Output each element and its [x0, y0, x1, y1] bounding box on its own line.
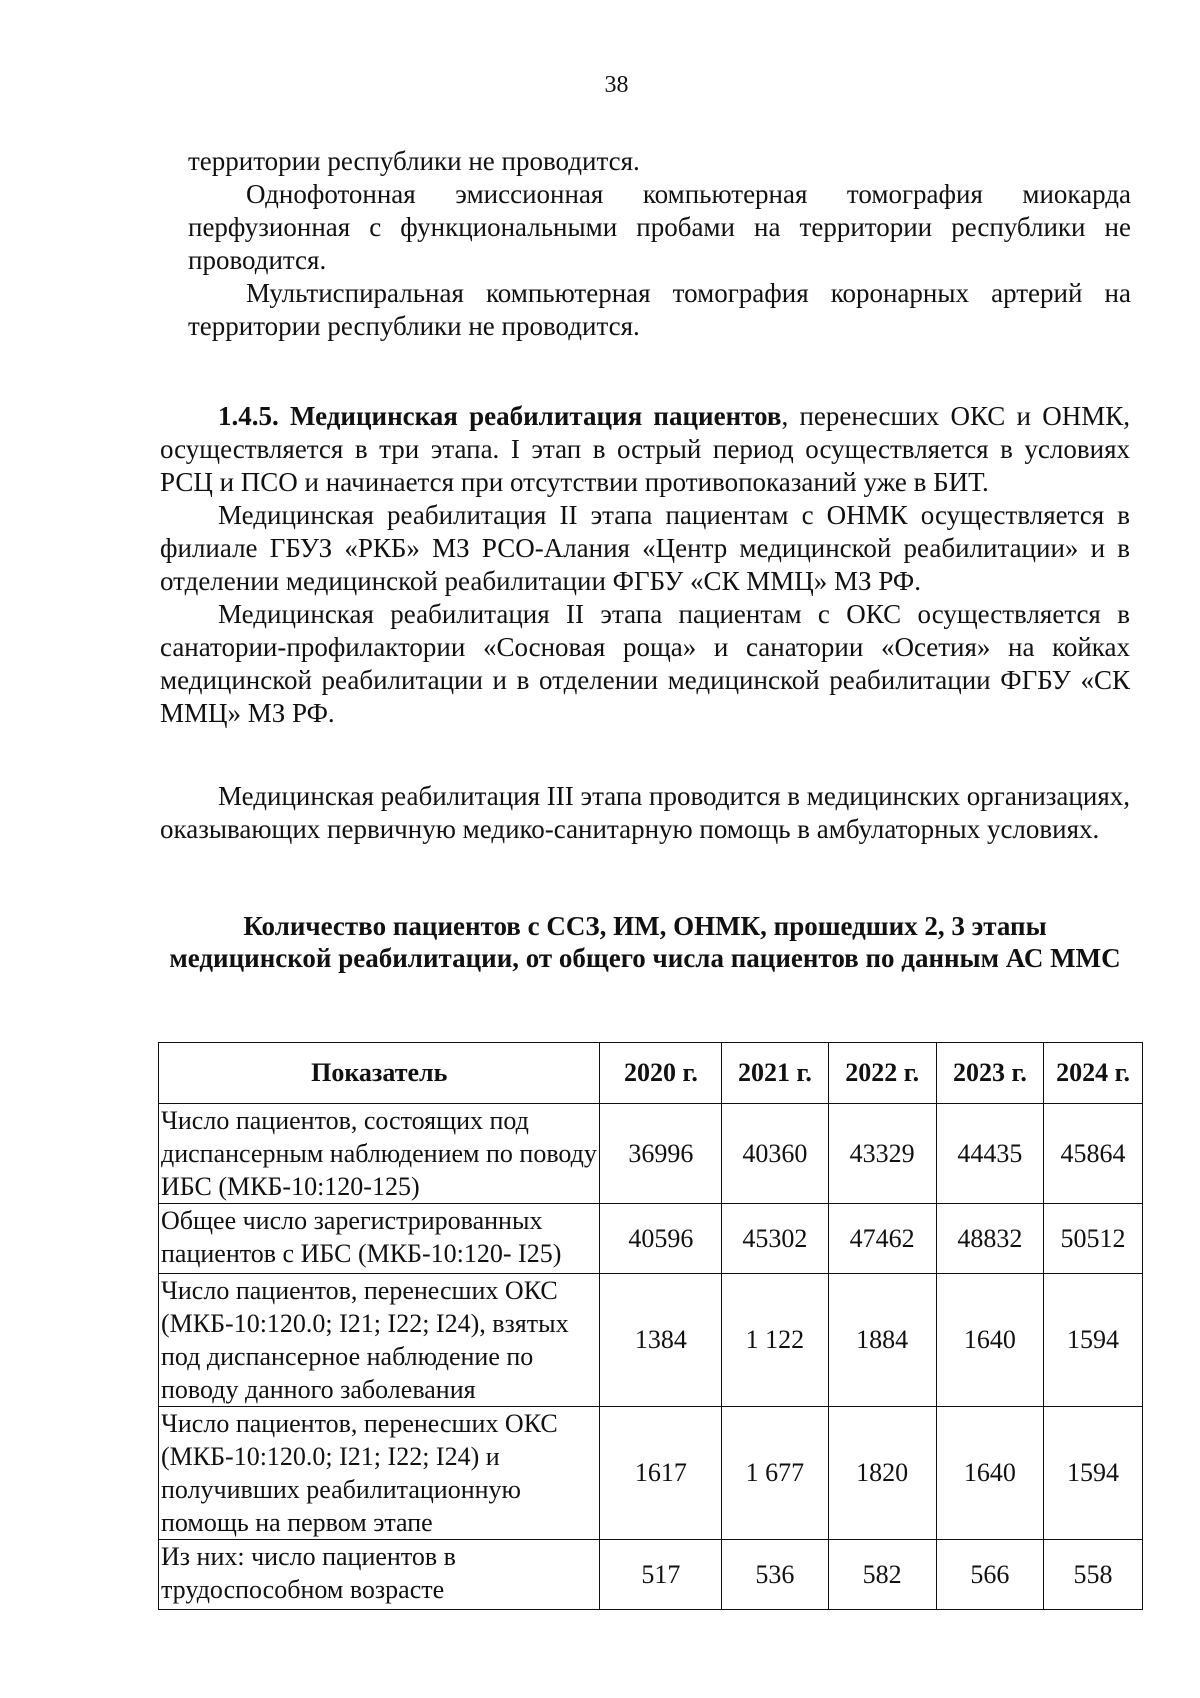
rehab-table — [158, 1042, 1143, 1610]
header-2022: 2022 г. — [828, 1043, 936, 1104]
cell-value: 1594 — [1044, 1407, 1143, 1540]
header-2020: 2020 г. — [600, 1043, 722, 1104]
cell-value: 1640 — [936, 1274, 1043, 1407]
rehab-paragraph-2: Медицинская реабилитация II этапа пациентам с ОНМК осуществляется в филиале ГБУЗ «РКБ» МЗ РСО-Алания «Центр медицинской реабилитации» и в отделении медицинской реабилитации ФГБУ «СК ММЦ» МЗ РФ. — [160, 500, 1130, 596]
rehab-paragraph-1 — [160, 400, 1130, 499]
paragraph-continuation: территории республики не проводится. — [188, 146, 640, 176]
cell-value: 40596 — [600, 1204, 722, 1274]
paragraph-spect: Однофотонная эмиссионная компьютерная томография миокарда перфузионная с функциональными пробами на территории республики не проводится. — [188, 179, 1131, 275]
row-label: Общее число зарегистрированных пациентов с ИБС (МКБ-10:120- I25) — [159, 1204, 600, 1274]
table-row — [159, 1407, 1143, 1540]
table-header-row — [159, 1043, 1143, 1104]
rehab-section — [160, 400, 1130, 730]
cell-value: 47462 — [828, 1204, 936, 1274]
section-heading: 1.4.5. Медицинская реабилитация пациентов — [218, 401, 782, 431]
header-2024: 2024 г. — [1044, 1043, 1143, 1104]
paragraph-mskt: Мультиспиральная компьютерная томография коронарных артерий на территории республики не проводится. — [188, 278, 1131, 341]
cell-value: 1 122 — [722, 1274, 828, 1407]
cell-value: 1594 — [1044, 1274, 1143, 1407]
cell-value: 517 — [600, 1540, 722, 1610]
rehab-paragraph-1-text: , перенесших ОКС и ОНМК, осуществляется в три этапа. I этап в острый период осуществляется в условиях РСЦ и ПСО и начинается при отсутствии противопоказаний уже в БИТ. — [160, 401, 1130, 497]
row-label: Из них: число пациентов в трудоспособном возрасте — [159, 1540, 600, 1610]
cell-value: 558 — [1044, 1540, 1143, 1610]
cell-value: 1617 — [600, 1407, 722, 1540]
stage3-block — [160, 780, 1130, 846]
cell-value: 43329 — [828, 1104, 936, 1204]
header-indicator: Показатель — [159, 1043, 600, 1104]
cell-value: 1384 — [600, 1274, 722, 1407]
cell-value: 50512 — [1044, 1204, 1143, 1274]
rehab-paragraph-4: Медицинская реабилитация III этапа проводится в медицинских организациях, оказывающих первичную медико-санитарную помощь в амбулаторных условиях. — [160, 781, 1130, 844]
table-row — [159, 1104, 1143, 1204]
row-label: Число пациентов, перенесших ОКС (МКБ-10:120.0; I21; I22; I24) и получивших реабилитационную помощь на первом этапе — [159, 1407, 600, 1540]
cell-value: 582 — [828, 1540, 936, 1610]
cell-value: 566 — [936, 1540, 1043, 1610]
cell-value: 536 — [722, 1540, 828, 1610]
cell-value: 36996 — [600, 1104, 722, 1204]
cell-value: 1820 — [828, 1407, 936, 1540]
cell-value: 45864 — [1044, 1104, 1143, 1204]
cell-value: 48832 — [936, 1204, 1043, 1274]
cell-value: 40360 — [722, 1104, 828, 1204]
header-2023: 2023 г. — [936, 1043, 1043, 1104]
table-caption: Количество пациентов с ССЗ, ИМ, ОНМК, прошедших 2, 3 этапы медицинской реабилитации, от общего числа пациентов по данным АС ММС — [169, 911, 1121, 973]
table-row — [159, 1204, 1143, 1274]
row-label: Число пациентов, состоящих под диспансерным наблюдением по поводу ИБС (МКБ-10:120-125) — [159, 1104, 600, 1204]
cell-value: 45302 — [722, 1204, 828, 1274]
top-paragraphs — [188, 145, 1131, 343]
cell-value: 1 677 — [722, 1407, 828, 1540]
table-row — [159, 1274, 1143, 1407]
row-label: Число пациентов, перенесших ОКС (МКБ-10:120.0; I21; I22; I24), взятых под диспансерное наблюдение по поводу данного заболевания — [159, 1274, 600, 1407]
header-2021: 2021 г. — [722, 1043, 828, 1104]
cell-value: 1884 — [828, 1274, 936, 1407]
cell-value: 44435 — [936, 1104, 1043, 1204]
cell-value: 1640 — [936, 1407, 1043, 1540]
table-row — [159, 1540, 1143, 1610]
page-number: 38 — [604, 72, 629, 98]
rehab-paragraph-3: Медицинская реабилитация II этапа пациентам с ОКС осуществляется в санатории-профилактории «Сосновая роща» и санатории «Осетия» на койках медицинской реабилитации и в отделении медицинской реабилитации ФГБУ «СК ММЦ» МЗ РФ. — [160, 599, 1130, 728]
